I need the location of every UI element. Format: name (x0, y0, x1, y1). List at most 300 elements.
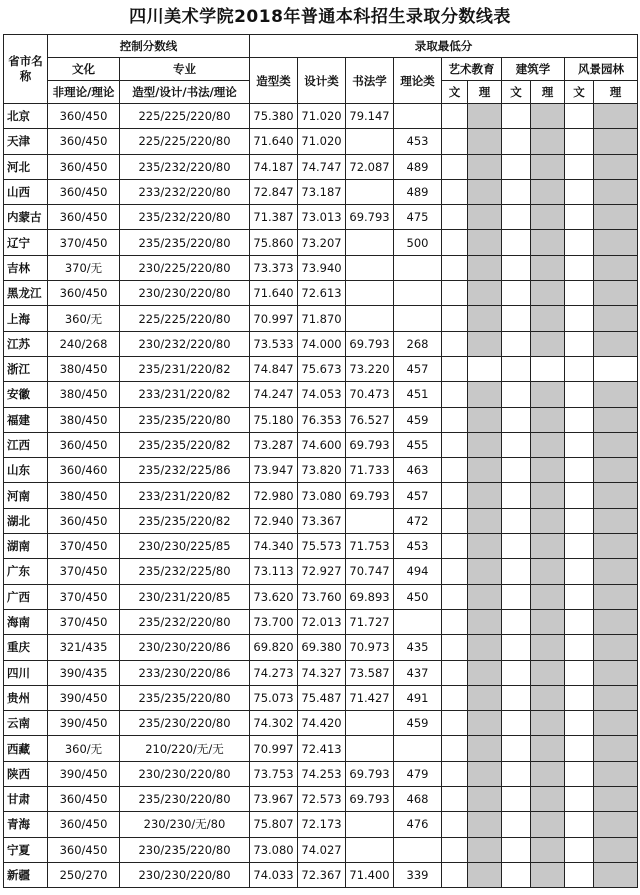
art-edu-li-cell (468, 154, 502, 179)
theory-score-cell: 457 (394, 356, 442, 381)
major-score-cell: 225/225/220/80 (120, 104, 250, 129)
calligraphy-score-cell (346, 736, 394, 761)
header-arch-wen: 文 (502, 81, 531, 104)
modeling-score-cell: 75.807 (250, 812, 298, 837)
arch-li-cell (531, 609, 565, 634)
arch-wen-cell (502, 837, 531, 862)
arch-li-cell (531, 635, 565, 660)
design-score-cell: 72.367 (298, 862, 346, 887)
modeling-score-cell: 74.340 (250, 534, 298, 559)
table-row (4, 508, 638, 533)
theory-score-cell: 491 (394, 685, 442, 710)
land-li-cell (594, 129, 638, 154)
header-land-wen: 文 (565, 81, 594, 104)
art-edu-li-cell (468, 711, 502, 736)
art-edu-wen-cell (442, 635, 468, 660)
arch-wen-cell (502, 255, 531, 280)
theory-score-cell: 468 (394, 787, 442, 812)
major-score-cell: 235/232/220/80 (120, 609, 250, 634)
calligraphy-score-cell (346, 837, 394, 862)
header-calligraphy: 书法学 (346, 58, 394, 104)
art-edu-wen-cell (442, 837, 468, 862)
art-edu-li-cell (468, 255, 502, 280)
header-design: 设计类 (298, 58, 346, 104)
art-edu-li-cell (468, 837, 502, 862)
arch-wen-cell (502, 281, 531, 306)
land-wen-cell (565, 458, 594, 483)
arch-li-cell (531, 862, 565, 887)
theory-score-cell: 500 (394, 230, 442, 255)
design-score-cell: 74.327 (298, 660, 346, 685)
land-li-cell (594, 179, 638, 204)
page-title: 四川美术学院2018年普通本科招生录取分数线表 (129, 7, 511, 27)
arch-wen-cell (502, 812, 531, 837)
table-row (4, 685, 638, 710)
modeling-score-cell: 73.753 (250, 761, 298, 786)
province-cell: 内蒙古 (4, 205, 48, 230)
arch-li-cell (531, 458, 565, 483)
province-cell: 山西 (4, 179, 48, 204)
art-edu-li-cell (468, 787, 502, 812)
major-score-cell: 233/232/220/80 (120, 179, 250, 204)
theory-score-cell: 450 (394, 584, 442, 609)
art-edu-li-cell (468, 483, 502, 508)
land-li-cell (594, 534, 638, 559)
culture-score-cell: 390/450 (48, 711, 120, 736)
major-score-cell: 235/235/220/82 (120, 432, 250, 457)
design-score-cell: 69.380 (298, 635, 346, 660)
arch-wen-cell (502, 761, 531, 786)
theory-score-cell: 489 (394, 179, 442, 204)
arch-wen-cell (502, 331, 531, 356)
land-wen-cell (565, 711, 594, 736)
land-li-cell (594, 230, 638, 255)
design-score-cell: 75.673 (298, 356, 346, 381)
culture-score-cell: 360/无 (48, 306, 120, 331)
land-wen-cell (565, 761, 594, 786)
art-edu-wen-cell (442, 104, 468, 129)
province-cell: 甘肃 (4, 787, 48, 812)
calligraphy-score-cell: 69.793 (346, 205, 394, 230)
table-row (4, 255, 638, 280)
design-score-cell: 74.053 (298, 382, 346, 407)
theory-score-cell: 479 (394, 761, 442, 786)
theory-score-cell: 457 (394, 483, 442, 508)
province-cell: 西藏 (4, 736, 48, 761)
culture-score-cell: 360/450 (48, 154, 120, 179)
calligraphy-score-cell: 72.087 (346, 154, 394, 179)
land-li-cell (594, 787, 638, 812)
province-cell: 广东 (4, 559, 48, 584)
modeling-score-cell: 75.073 (250, 685, 298, 710)
arch-wen-cell (502, 685, 531, 710)
culture-score-cell: 370/450 (48, 230, 120, 255)
province-cell: 浙江 (4, 356, 48, 381)
table-row (4, 306, 638, 331)
arch-li-cell (531, 761, 565, 786)
art-edu-li-cell (468, 862, 502, 887)
table-row (4, 154, 638, 179)
major-score-cell: 230/230/无/80 (120, 812, 250, 837)
design-score-cell: 76.353 (298, 407, 346, 432)
art-edu-wen-cell (442, 508, 468, 533)
design-score-cell: 72.613 (298, 281, 346, 306)
design-score-cell: 72.927 (298, 559, 346, 584)
arch-wen-cell (502, 609, 531, 634)
culture-score-cell: 321/435 (48, 635, 120, 660)
land-wen-cell (565, 483, 594, 508)
arch-wen-cell (502, 787, 531, 812)
theory-score-cell: 437 (394, 660, 442, 685)
art-edu-wen-cell (442, 534, 468, 559)
calligraphy-score-cell: 71.727 (346, 609, 394, 634)
table-row (4, 179, 638, 204)
theory-score-cell (394, 306, 442, 331)
land-li-cell (594, 837, 638, 862)
province-cell: 江西 (4, 432, 48, 457)
province-cell: 黑龙江 (4, 281, 48, 306)
culture-score-cell: 360/无 (48, 736, 120, 761)
design-score-cell: 72.013 (298, 609, 346, 634)
table-row (4, 812, 638, 837)
design-score-cell: 73.760 (298, 584, 346, 609)
art-edu-li-cell (468, 432, 502, 457)
arch-li-cell (531, 660, 565, 685)
design-score-cell: 73.940 (298, 255, 346, 280)
land-li-cell (594, 483, 638, 508)
header-land-li: 理 (594, 81, 638, 104)
arch-li-cell (531, 837, 565, 862)
calligraphy-score-cell: 76.527 (346, 407, 394, 432)
calligraphy-score-cell: 69.793 (346, 761, 394, 786)
header-art-edu-li: 理 (468, 81, 502, 104)
arch-li-cell (531, 154, 565, 179)
design-score-cell: 73.080 (298, 483, 346, 508)
land-wen-cell (565, 609, 594, 634)
culture-score-cell: 360/450 (48, 205, 120, 230)
arch-li-cell (531, 812, 565, 837)
art-edu-wen-cell (442, 812, 468, 837)
arch-li-cell (531, 787, 565, 812)
art-edu-li-cell (468, 407, 502, 432)
land-li-cell (594, 255, 638, 280)
header-theory: 理论类 (394, 58, 442, 104)
design-score-cell: 72.413 (298, 736, 346, 761)
land-li-cell (594, 508, 638, 533)
arch-li-cell (531, 179, 565, 204)
arch-wen-cell (502, 205, 531, 230)
table-row (4, 534, 638, 559)
arch-wen-cell (502, 356, 531, 381)
major-score-cell: 235/235/220/80 (120, 685, 250, 710)
culture-score-cell: 370/450 (48, 609, 120, 634)
culture-score-cell: 370/450 (48, 559, 120, 584)
major-score-cell: 233/231/220/82 (120, 483, 250, 508)
major-score-cell: 235/230/220/80 (120, 787, 250, 812)
major-score-cell: 230/231/220/85 (120, 584, 250, 609)
arch-wen-cell (502, 736, 531, 761)
art-edu-li-cell (468, 635, 502, 660)
design-score-cell: 73.207 (298, 230, 346, 255)
header-control-line: 控制分数线 (48, 35, 250, 58)
calligraphy-score-cell: 71.733 (346, 458, 394, 483)
land-wen-cell (565, 862, 594, 887)
land-li-cell (594, 205, 638, 230)
culture-score-cell: 240/268 (48, 331, 120, 356)
modeling-score-cell: 69.820 (250, 635, 298, 660)
theory-score-cell (394, 255, 442, 280)
calligraphy-score-cell: 69.793 (346, 331, 394, 356)
art-edu-li-cell (468, 736, 502, 761)
major-score-cell: 230/225/220/80 (120, 255, 250, 280)
table-row (4, 736, 638, 761)
culture-score-cell: 380/450 (48, 382, 120, 407)
major-score-cell: 230/232/220/80 (120, 331, 250, 356)
land-wen-cell (565, 508, 594, 533)
table-row (4, 356, 638, 381)
header-landscape: 风景园林 (565, 58, 638, 81)
arch-wen-cell (502, 154, 531, 179)
calligraphy-score-cell: 73.220 (346, 356, 394, 381)
arch-wen-cell (502, 508, 531, 533)
header-art-education: 艺术教育 (442, 58, 502, 81)
art-edu-wen-cell (442, 483, 468, 508)
theory-score-cell: 435 (394, 635, 442, 660)
major-score-cell: 233/231/220/82 (120, 382, 250, 407)
arch-li-cell (531, 736, 565, 761)
province-cell: 上海 (4, 306, 48, 331)
art-edu-li-cell (468, 458, 502, 483)
land-li-cell (594, 154, 638, 179)
province-cell: 山东 (4, 458, 48, 483)
culture-score-cell: 360/450 (48, 787, 120, 812)
theory-score-cell: 268 (394, 331, 442, 356)
land-li-cell (594, 660, 638, 685)
land-li-cell (594, 559, 638, 584)
table-row (4, 787, 638, 812)
art-edu-wen-cell (442, 584, 468, 609)
major-score-cell: 230/230/220/86 (120, 635, 250, 660)
table-row (4, 584, 638, 609)
modeling-score-cell: 72.940 (250, 508, 298, 533)
culture-score-cell: 360/450 (48, 281, 120, 306)
modeling-score-cell: 73.967 (250, 787, 298, 812)
culture-score-cell: 250/270 (48, 862, 120, 887)
art-edu-wen-cell (442, 862, 468, 887)
land-wen-cell (565, 205, 594, 230)
calligraphy-score-cell (346, 306, 394, 331)
modeling-score-cell: 73.533 (250, 331, 298, 356)
art-edu-wen-cell (442, 736, 468, 761)
table-row (4, 104, 638, 129)
arch-wen-cell (502, 407, 531, 432)
theory-score-cell: 494 (394, 559, 442, 584)
calligraphy-score-cell: 69.793 (346, 787, 394, 812)
major-score-cell: 235/232/225/86 (120, 458, 250, 483)
art-edu-li-cell (468, 281, 502, 306)
art-edu-wen-cell (442, 458, 468, 483)
modeling-score-cell: 73.080 (250, 837, 298, 862)
table-row (4, 458, 638, 483)
major-score-cell: 225/225/220/80 (120, 129, 250, 154)
land-li-cell (594, 761, 638, 786)
land-wen-cell (565, 584, 594, 609)
art-edu-wen-cell (442, 331, 468, 356)
design-score-cell: 73.820 (298, 458, 346, 483)
province-cell: 湖北 (4, 508, 48, 533)
admission-score-table (3, 34, 638, 888)
header-min-admit: 录取最低分 (250, 35, 638, 58)
art-edu-wen-cell (442, 609, 468, 634)
modeling-score-cell: 73.700 (250, 609, 298, 634)
modeling-score-cell: 74.033 (250, 862, 298, 887)
land-wen-cell (565, 812, 594, 837)
culture-score-cell: 380/450 (48, 356, 120, 381)
art-edu-wen-cell (442, 281, 468, 306)
culture-score-cell: 360/450 (48, 812, 120, 837)
arch-li-cell (531, 331, 565, 356)
theory-score-cell (394, 736, 442, 761)
table-row (4, 331, 638, 356)
arch-wen-cell (502, 635, 531, 660)
culture-score-cell: 380/450 (48, 483, 120, 508)
major-score-cell: 235/232/225/80 (120, 559, 250, 584)
design-score-cell: 74.600 (298, 432, 346, 457)
land-wen-cell (565, 382, 594, 407)
art-edu-wen-cell (442, 356, 468, 381)
arch-wen-cell (502, 584, 531, 609)
arch-wen-cell (502, 104, 531, 129)
province-cell: 河北 (4, 154, 48, 179)
land-wen-cell (565, 179, 594, 204)
calligraphy-score-cell: 69.793 (346, 483, 394, 508)
theory-score-cell (394, 609, 442, 634)
arch-wen-cell (502, 179, 531, 204)
art-edu-li-cell (468, 609, 502, 634)
culture-score-cell: 360/450 (48, 179, 120, 204)
major-score-cell: 235/230/220/80 (120, 711, 250, 736)
land-li-cell (594, 306, 638, 331)
design-score-cell: 74.420 (298, 711, 346, 736)
header-culture-sub: 非理论/理论 (48, 81, 120, 104)
land-li-cell (594, 584, 638, 609)
theory-score-cell: 459 (394, 711, 442, 736)
calligraphy-score-cell: 73.587 (346, 660, 394, 685)
land-wen-cell (565, 356, 594, 381)
calligraphy-score-cell: 71.400 (346, 862, 394, 887)
art-edu-li-cell (468, 179, 502, 204)
arch-wen-cell (502, 559, 531, 584)
arch-li-cell (531, 559, 565, 584)
culture-score-cell: 390/450 (48, 685, 120, 710)
province-cell: 重庆 (4, 635, 48, 660)
header-province: 省市名称 (4, 35, 48, 104)
culture-score-cell: 370/450 (48, 534, 120, 559)
calligraphy-score-cell (346, 230, 394, 255)
arch-li-cell (531, 534, 565, 559)
arch-wen-cell (502, 862, 531, 887)
land-wen-cell (565, 154, 594, 179)
theory-score-cell: 453 (394, 534, 442, 559)
culture-score-cell: 390/435 (48, 660, 120, 685)
art-edu-wen-cell (442, 179, 468, 204)
culture-score-cell: 370/无 (48, 255, 120, 280)
arch-li-cell (531, 356, 565, 381)
province-cell: 安徽 (4, 382, 48, 407)
table-row (4, 483, 638, 508)
art-edu-li-cell (468, 230, 502, 255)
modeling-score-cell: 73.113 (250, 559, 298, 584)
calligraphy-score-cell: 70.973 (346, 635, 394, 660)
modeling-score-cell: 73.287 (250, 432, 298, 457)
arch-wen-cell (502, 432, 531, 457)
major-score-cell: 230/230/220/80 (120, 281, 250, 306)
table-row (4, 635, 638, 660)
province-cell: 天津 (4, 129, 48, 154)
modeling-score-cell: 73.947 (250, 458, 298, 483)
theory-score-cell: 475 (394, 205, 442, 230)
arch-li-cell (531, 129, 565, 154)
art-edu-li-cell (468, 205, 502, 230)
arch-li-cell (531, 584, 565, 609)
land-li-cell (594, 331, 638, 356)
province-cell: 青海 (4, 812, 48, 837)
art-edu-li-cell (468, 306, 502, 331)
table-row (4, 205, 638, 230)
major-score-cell: 235/232/220/80 (120, 205, 250, 230)
art-edu-wen-cell (442, 382, 468, 407)
modeling-score-cell: 71.640 (250, 281, 298, 306)
art-edu-li-cell (468, 812, 502, 837)
calligraphy-score-cell (346, 129, 394, 154)
art-edu-li-cell (468, 534, 502, 559)
header-architecture: 建筑学 (502, 58, 565, 81)
arch-li-cell (531, 483, 565, 508)
major-score-cell: 235/235/220/80 (120, 407, 250, 432)
theory-score-cell: 463 (394, 458, 442, 483)
land-li-cell (594, 812, 638, 837)
culture-score-cell: 360/450 (48, 508, 120, 533)
major-score-cell: 230/230/220/80 (120, 862, 250, 887)
culture-score-cell: 370/450 (48, 584, 120, 609)
art-edu-wen-cell (442, 407, 468, 432)
modeling-score-cell: 72.980 (250, 483, 298, 508)
calligraphy-score-cell: 71.753 (346, 534, 394, 559)
theory-score-cell: 339 (394, 862, 442, 887)
arch-li-cell (531, 104, 565, 129)
table-row (4, 407, 638, 432)
design-score-cell: 71.870 (298, 306, 346, 331)
culture-score-cell: 380/450 (48, 407, 120, 432)
land-wen-cell (565, 230, 594, 255)
land-li-cell (594, 356, 638, 381)
theory-score-cell: 476 (394, 812, 442, 837)
province-cell: 广西 (4, 584, 48, 609)
culture-score-cell: 360/450 (48, 104, 120, 129)
art-edu-wen-cell (442, 230, 468, 255)
arch-wen-cell (502, 483, 531, 508)
major-score-cell: 230/235/220/80 (120, 837, 250, 862)
art-edu-li-cell (468, 508, 502, 533)
land-wen-cell (565, 660, 594, 685)
province-cell: 辽宁 (4, 230, 48, 255)
arch-wen-cell (502, 534, 531, 559)
design-score-cell: 71.020 (298, 129, 346, 154)
province-cell: 北京 (4, 104, 48, 129)
art-edu-wen-cell (442, 205, 468, 230)
table-row (4, 609, 638, 634)
arch-li-cell (531, 306, 565, 331)
